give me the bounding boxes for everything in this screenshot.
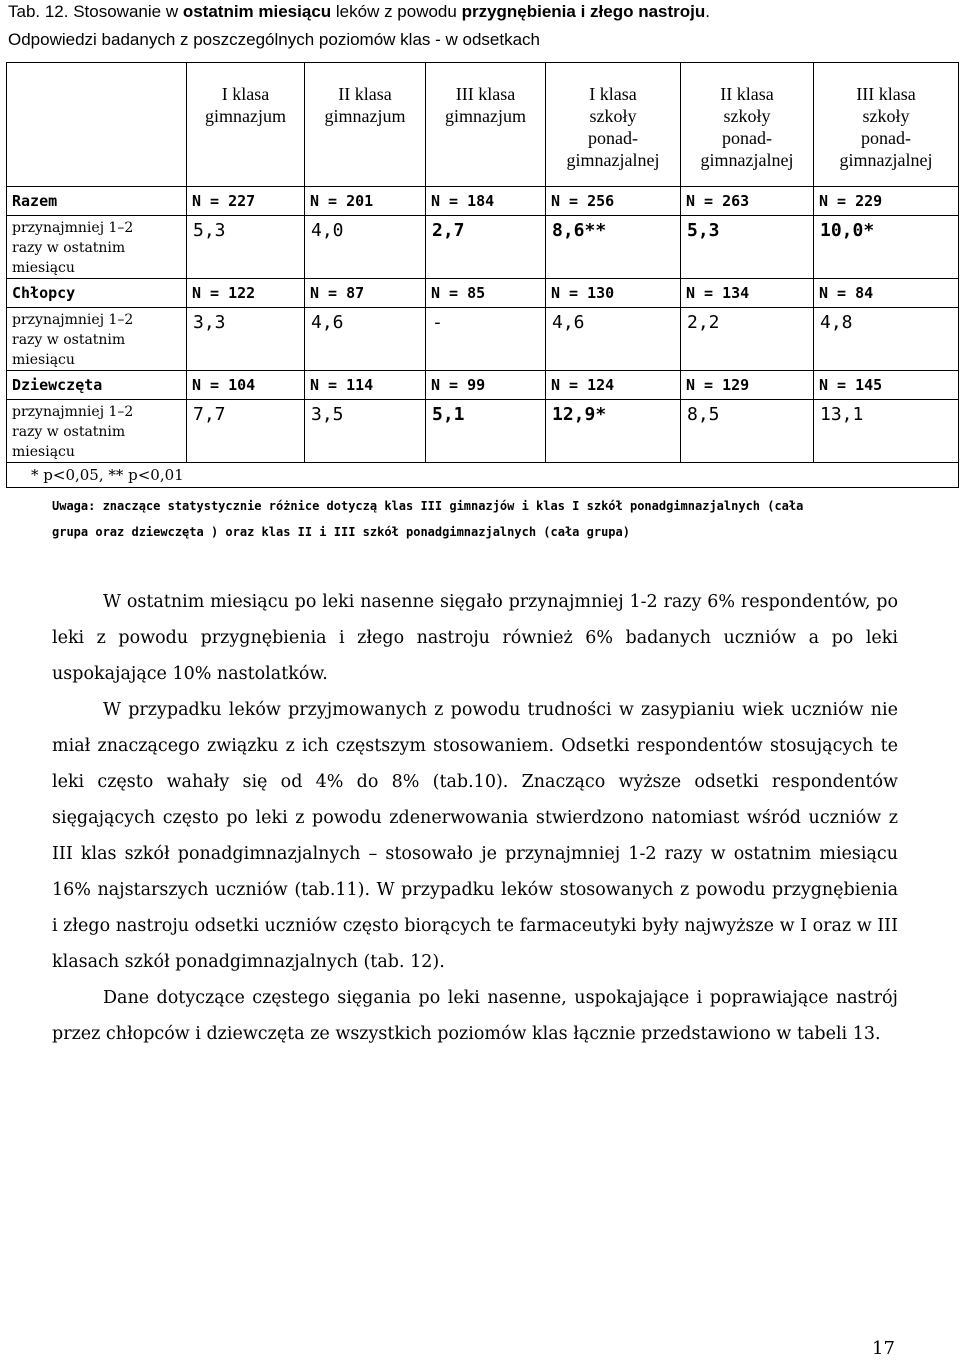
column-header-line: gimnazjum: [205, 106, 286, 126]
percent-value: 3,3: [187, 308, 305, 371]
column-header: [305, 63, 426, 187]
row-label-line: razy w ostatnim: [12, 240, 126, 256]
value-row: [7, 400, 959, 463]
row-label: [7, 216, 187, 279]
paragraph: W przypadku leków przyjmowanych z powodu trudności w zasypianiu wiek uczniów nie miał znaczącego związku z ich częstszym stosowaniem. Odsetki respondentów stosujących te leki często wahały się od 4% do 8% (tab.10). Znacząco wyższe odsetki respondentów sięgających często po leki z powodu zdenerwowania stwierdzono natomiast wśród uczniów z III klas szkół ponadgimnazjalnych – stosowało je przynajmniej 1-2 razy w ostatnim miesiącu 16% najstarszych uczniów (tab.11). W przypadku leków stosowanych z powodu przygnębienia i złego nastroju odsetki uczniów często biorących te farmaceutyki były najwyższe w I oraz w III klasach szkół ponadgimnazjalnych (tab. 12).: [52, 700, 898, 972]
column-header-line: szkoły: [862, 106, 910, 126]
percent-value: 8,5: [681, 400, 814, 463]
table-title: Tab. 12. Stosowanie w ostatnim miesiącu leków z powodu przygnębienia i złego nastroju.: [8, 2, 710, 21]
paragraph: Dane dotyczące częstego sięgania po leki nasenne, uspokajające i poprawiające nastrój przez chłopców i dziewczęta ze wszystkich poziomów klas łącznie przedstawiono w tabeli 13.: [52, 988, 898, 1044]
percent-value: 5,1: [426, 400, 546, 463]
value-row: [7, 216, 959, 279]
percent-value: -: [426, 308, 546, 371]
sample-size: N = 184: [426, 187, 546, 216]
percent-value: 4,6: [305, 308, 426, 371]
group-name: Chłopcy: [7, 279, 187, 308]
group-name: Dziewczęta: [7, 371, 187, 400]
table-header-row: [7, 63, 959, 187]
sample-size: N = 104: [187, 371, 305, 400]
group-row: [7, 371, 959, 400]
sample-size: N = 129: [681, 371, 814, 400]
column-header: [426, 63, 546, 187]
percent-value: 12,9*: [546, 400, 681, 463]
column-header-line: III klasa: [856, 84, 916, 104]
results-table: [6, 62, 959, 488]
sample-size: N = 263: [681, 187, 814, 216]
footnote: * p<0,05, ** p<0,01: [7, 463, 959, 488]
row-label: [7, 308, 187, 371]
sample-size: N = 114: [305, 371, 426, 400]
page-number: 17: [872, 1338, 895, 1359]
percent-value: 5,3: [681, 216, 814, 279]
percent-value: 13,1: [814, 400, 959, 463]
footnote-row: [7, 463, 959, 488]
row-label-line: miesiącu: [12, 260, 75, 276]
percent-value: 4,0: [305, 216, 426, 279]
row-label: [7, 400, 187, 463]
row-label-line: razy w ostatnim: [12, 424, 126, 440]
column-header-line: gimnazjalnej: [700, 150, 794, 170]
sample-size: N = 227: [187, 187, 305, 216]
sample-size: N = 256: [546, 187, 681, 216]
percent-value: 10,0*: [814, 216, 959, 279]
column-header: [187, 63, 305, 187]
column-header-line: ponad-: [722, 128, 772, 148]
percent-value: 7,7: [187, 400, 305, 463]
value-row: [7, 308, 959, 371]
row-label-line: przynajmniej 1–2: [12, 312, 134, 328]
sample-size: N = 84: [814, 279, 959, 308]
row-label-line: miesiącu: [12, 444, 75, 460]
column-header-line: II klasa: [338, 84, 392, 104]
column-header-line: ponad-: [588, 128, 638, 148]
group-row: [7, 279, 959, 308]
column-header-line: szkoły: [723, 106, 771, 126]
sample-size: N = 201: [305, 187, 426, 216]
column-header-line: ponad-: [861, 128, 911, 148]
row-label-line: przynajmniej 1–2: [12, 404, 134, 420]
sample-size: N = 145: [814, 371, 959, 400]
sample-size: N = 229: [814, 187, 959, 216]
row-label-line: przynajmniej 1–2: [12, 220, 134, 236]
sample-size: N = 122: [187, 279, 305, 308]
percent-value: 5,3: [187, 216, 305, 279]
row-label-line: miesiącu: [12, 352, 75, 368]
percent-value: 3,5: [305, 400, 426, 463]
body-text: [52, 584, 898, 1052]
sample-size: N = 99: [426, 371, 546, 400]
column-header-line: gimnazjum: [324, 106, 406, 126]
column-header: [814, 63, 959, 187]
significance-note: Uwaga: znaczące statystycznie różnice dotyczą klas III gimnazjów i klas I szkół ponadgimnazjalnych (cała grupa oraz dziewczęta ) oraz klas II i III szkół ponadgimnazjalnych (cała grupa): [52, 499, 804, 539]
column-header: [681, 63, 814, 187]
column-header-line: gimnazjalnej: [839, 150, 933, 170]
sample-size: N = 124: [546, 371, 681, 400]
percent-value: 4,8: [814, 308, 959, 371]
sample-size: N = 134: [681, 279, 814, 308]
sample-size: N = 85: [426, 279, 546, 308]
percent-value: 4,6: [546, 308, 681, 371]
row-label-line: razy w ostatnim: [12, 332, 126, 348]
column-header-line: II klasa: [720, 84, 774, 104]
column-header: [546, 63, 681, 187]
group-row: [7, 187, 959, 216]
group-name: Razem: [7, 187, 187, 216]
percent-value: 8,6**: [546, 216, 681, 279]
paragraph: W ostatnim miesiącu po leki nasenne sięgało przynajmniej 1-2 razy 6% respondentów, po leki z powodu przygnębienia i złego nastroju również 6% badanych uczniów a po leki uspokajające 10% nastolatków.: [52, 592, 898, 684]
column-header-line: III klasa: [455, 84, 516, 104]
column-header-line: I klasa: [589, 84, 637, 104]
column-header-line: gimnazjalnej: [566, 150, 660, 170]
percent-value: 2,2: [681, 308, 814, 371]
sample-size: N = 87: [305, 279, 426, 308]
table-subtitle: Odpowiedzi badanych z poszczególnych poziomów klas - w odsetkach: [8, 30, 540, 49]
percent-value: 2,7: [426, 216, 546, 279]
column-header-line: I klasa: [221, 84, 270, 104]
column-header-line: szkoły: [589, 106, 637, 126]
header-corner: [7, 63, 187, 187]
sample-size: N = 130: [546, 279, 681, 308]
column-header-line: gimnazjum: [445, 106, 526, 126]
